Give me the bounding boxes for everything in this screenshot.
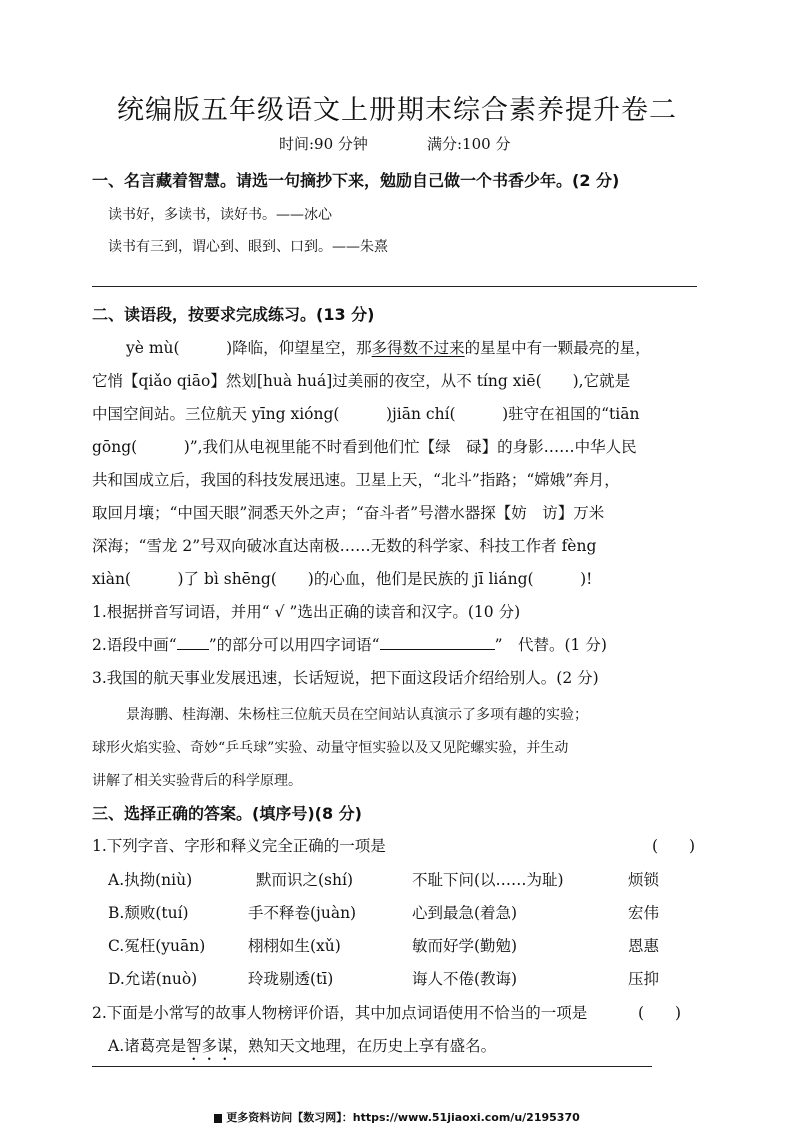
- footer-link[interactable]: 更多资料访问【数习网】：https://www.51jiaoxi.com/u/2195370: [226, 1111, 580, 1124]
- option-c-col2: 栩栩如生(xǔ): [248, 937, 341, 955]
- option-a-col3: 不耻下问(以……为耻): [412, 871, 564, 889]
- option-a-col4: 烦锁: [628, 871, 660, 889]
- passage-line-7: 深海；“雪龙 2”号双向破冰直达南极……无数的科学家、科技工作者 fèng: [92, 537, 597, 555]
- exam-score: 满分:100 分: [427, 135, 511, 153]
- page-title: 统编版五年级语文上册期末综合素养提升卷二: [117, 95, 677, 126]
- option-text: A.诸葛亮是: [108, 1037, 187, 1055]
- space-paragraph-line-2: 球形火焰实验、奇妙“乒乓球”实验、动量守恒实验以及又见陀螺实验，并生动: [92, 740, 569, 756]
- option-a-q2: [108, 1034, 496, 1064]
- question-2-1: 1.根据拼音写词语，并用“ √ ”选出正确的读音和汉字。(10 分): [92, 603, 521, 621]
- option-d-col3: 诲人不倦(教诲): [412, 970, 518, 988]
- option-a-col2: 默而识之(shí): [256, 871, 353, 889]
- dotted-phrase: 智多谋: [186, 1037, 233, 1055]
- passage-text: 的星星中有一颗最亮的星，: [464, 339, 651, 357]
- option-d-col2: 玲珑剔透(tī): [248, 970, 334, 988]
- option-c-col3: 敏而好学(勤勉): [412, 937, 518, 955]
- option-b-col3: 心到最急(着急): [412, 904, 518, 922]
- option-b-col4: 宏伟: [628, 904, 660, 922]
- option-d-col1: D.允诺(nuò): [108, 970, 198, 988]
- section-2-heading: 二、读语段，按要求完成练习。(13 分): [92, 305, 375, 324]
- option-text: ，熟知天文地理，在历史上享有盛名。: [232, 1037, 497, 1055]
- answer-line: [92, 286, 697, 287]
- question-text: ” 代替。(1 分): [494, 636, 607, 654]
- passage-line-3: 中国空间站。三位航天 yīng xióng( )jiān chí( )驻守在祖国的“tiān: [92, 405, 640, 423]
- option-c-col1: C.冤枉(yuān): [108, 937, 206, 955]
- space-paragraph-line-1: 景海鹏、桂海潮、朱杨柱三位航天员在空间站认真演示了多项有趣的实验；: [126, 707, 588, 723]
- exam-time: 时间:90 分钟: [279, 135, 368, 153]
- section-3-heading: 三、选择正确的答案。(填序号)(8 分): [92, 804, 362, 823]
- passage-line-6: 取回月壤；“中国天眼”洞悉天外之声；“奋斗者”号潜水器探【妨 访】万米: [92, 504, 605, 522]
- answer-blank[interactable]: [380, 635, 495, 650]
- underlined-phrase: 多得数不过来: [371, 339, 465, 357]
- question-3-1: 1.下列字音、字形和释义完全正确的一项是: [92, 837, 386, 855]
- question-2-3: 3.我国的航天事业发展迅速，长话短说，把下面这段话介绍给别人。(2 分): [92, 669, 599, 687]
- underline-sample: [177, 635, 209, 650]
- flag-icon: [214, 1114, 222, 1123]
- question-2-2: [92, 633, 607, 655]
- option-a-col1: A.执拗(niù): [108, 871, 193, 889]
- section-1-heading: 一、名言藏着智慧。请选一句摘抄下来，勉励自己做一个书香少年。(2 分): [92, 171, 620, 190]
- bottom-rule: [92, 1066, 652, 1067]
- passage-line-4: gōng( )”,我们从电视里能不时看到他们忙【绿 碌】的身影……中华人民: [92, 438, 637, 456]
- quote-1: 读书好，多读书，读好书。——冰心: [108, 207, 332, 223]
- answer-paren[interactable]: ( ): [638, 1004, 682, 1022]
- question-text: 2.语段中画“: [92, 636, 177, 654]
- question-3-2: 2.下面是小常写的故事人物榜评价语，其中加点词语使用不恰当的一项是: [92, 1004, 588, 1022]
- passage-text: yè mù( )降临，仰望星空，那: [126, 339, 372, 357]
- passage-line-5: 共和国成立后，我国的科技发展迅速。卫星上天，“北斗”指路；“嫦娥”奔月，: [92, 471, 620, 489]
- space-paragraph-line-3: 讲解了相关实验背后的科学原理。: [92, 773, 302, 789]
- footer: [0, 1109, 794, 1125]
- quote-2: 读书有三到，谓心到、眼到、口到。——朱熹: [108, 239, 388, 255]
- answer-paren[interactable]: ( ): [652, 837, 696, 855]
- option-c-col4: 恩惠: [628, 937, 660, 955]
- question-text: ”的部分可以用四字词语“: [208, 636, 380, 654]
- option-b-col2: 手不释卷(juàn): [248, 904, 357, 922]
- option-d-col4: 压抑: [628, 970, 660, 988]
- passage-line-8: xiàn( )了 bì shēng( )的心血，他们是民族的 jī liáng( )!: [92, 570, 593, 588]
- passage-line-2: 它悄【qiǎo qiāo】然划[huà huá]过美丽的夜空，从不 tíng xiē( ),它就是: [92, 372, 631, 390]
- option-b-col1: B.颓败(tuí): [108, 904, 189, 922]
- passage-line-1: [126, 336, 651, 358]
